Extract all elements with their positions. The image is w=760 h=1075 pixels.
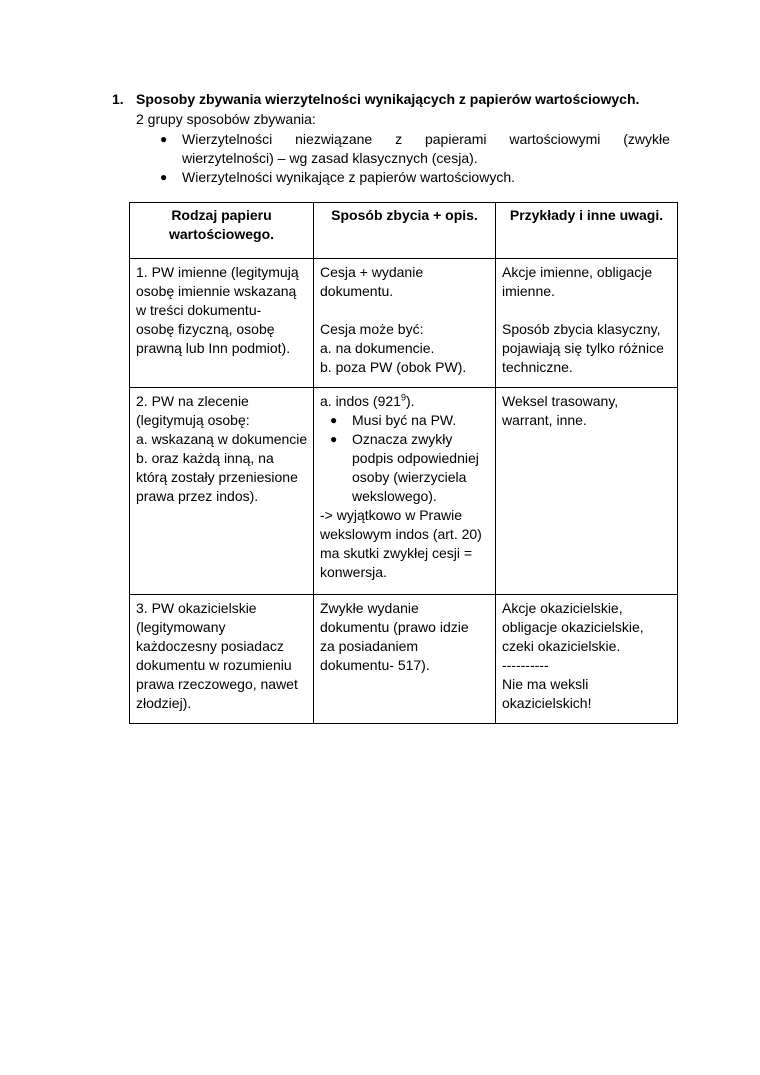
header-line: Sposób zbycia + opis. [331,207,478,223]
cell-line: Cesja + wydanie [320,264,424,280]
cell-line: okazicielskich! [502,695,592,711]
cell-line: 3. PW okazicielskie [136,600,257,616]
table-cell [130,259,314,388]
cell-line: prawną lub Inn podmiot). [136,340,291,356]
table-cell [496,595,678,724]
spacer [320,301,489,320]
table-row [130,388,678,595]
cell-line: wekslowego). [352,488,437,504]
cell-line: Weksel trasowany, [502,393,619,409]
cell-line: ma skutki zwykłej cesji = [320,545,473,561]
cell-line: warrant, inne. [502,412,587,428]
cell-line: pojawiają się tylko różnice [502,340,664,356]
table-cell [496,388,678,595]
header-line: Rodzaj papieru [171,207,272,223]
cell-line: prawa rzeczowego, nawet [136,676,298,692]
cell-line [320,392,489,411]
cell-line: czeki okazicielskie. [502,638,621,654]
inner-bullet-item [320,411,489,430]
cell-line: -> wyjątkowo w Prawie [320,507,462,523]
word: wartościowymi [509,131,601,147]
bullet-line: Wierzytelności wynikające z papierów wartościowych. [182,169,516,185]
superscript: 9 [400,392,406,403]
cell-line: ---------- [502,657,549,673]
table-row [130,259,678,388]
word: (zwykłe [623,131,670,147]
cell-line: a. wskazaną w dokumencie [136,431,308,447]
table-cell [314,259,496,388]
bullet-icon: ● [330,432,338,446]
heading-title: Sposoby zbywania wierzytelności wynikających z papierów wartościowych. [136,91,640,107]
cell-line: konwersja. [320,564,387,580]
table-cell [130,595,314,724]
bullet-line: wierzytelności) – wg zasad klasycznych (cesja). [182,150,478,166]
indos-text: a. indos (921 [320,393,401,409]
word: papierami [424,131,487,147]
cell-line: złodziej). [136,695,192,711]
bullet-icon: ● [160,170,168,184]
cell-line: 1. PW imienne (legitymują [136,264,299,280]
intro-text: 2 grupy sposobów zbywania: [136,111,316,127]
cell-line: Akcje okazicielskie, [502,600,623,616]
word: niezwiązane [295,131,373,147]
cell-line: osoby (wierzyciela [352,469,467,485]
cell-line: każdoczesny posiadacz [136,638,284,654]
cell-line: dokumentu. [320,283,394,299]
header-line: Przykłady i inne uwagi. [509,207,664,223]
cell-line: a. na dokumencie. [320,340,435,356]
cell-line: Zwykłe wydanie [320,600,419,616]
cell-line: Akcje imienne, obligacje [502,264,653,280]
cell-line: osobę imiennie wskazaną [136,283,297,299]
bullet-line [182,130,670,149]
cell-line: Sposób zbycia klasyczny, [502,321,661,337]
cell-line: dokumentu w rozumieniu [136,657,292,673]
cell-line: (legitymowany [136,619,226,635]
inner-bullet-item [320,430,489,506]
heading-number: 1. [112,91,124,107]
cell-line: osobę fizyczną, osobę [136,321,275,337]
cell-line: dokumentu (prawo idzie [320,619,469,635]
bullet-item [158,168,670,187]
table-cell [496,259,678,388]
cell-line: Musi być na PW. [352,412,457,428]
bullet-list [158,130,670,187]
cell-line: dokumentu- 517). [320,657,430,673]
header-cell [130,203,314,259]
cell-line: wekslowym indos (art. 20) [320,526,482,542]
bullet-item [158,130,670,168]
table-header-row [130,203,678,259]
inner-bullet-list [320,411,489,506]
word: Wierzytelności [182,131,273,147]
bullet-icon: ● [160,132,168,146]
cell-line: w treści dokumentu- [136,302,262,318]
cell-line: którą zostały przeniesione [136,469,298,485]
cell-line: b. poza PW (obok PW). [320,359,467,375]
indos-text-end: ). [405,393,415,409]
header-cell [496,203,678,259]
cell-line: obligacje okazicielskie, [502,619,644,635]
cell-line: 2. PW na zlecenie [136,393,249,409]
securities-table [129,202,678,724]
table-cell [314,388,496,595]
table-row [130,595,678,724]
cell-line: Oznacza zwykły [352,431,453,447]
header-cell [314,203,496,259]
spacer [502,301,671,320]
cell-line: prawa przez indos). [136,488,259,504]
cell-line: techniczne. [502,359,573,375]
section-heading [112,90,712,109]
cell-line: Nie ma weksli [502,676,589,692]
cell-line: Cesja może być: [320,321,424,337]
bullet-icon: ● [330,413,338,427]
cell-line: za posiadaniem [320,638,419,654]
word: z [395,131,403,147]
cell-line: b. oraz każdą inną, na [136,450,274,466]
table-cell [130,388,314,595]
cell-line: podpis odpowiedniej [352,450,479,466]
cell-line: imienne. [502,283,555,299]
header-line: wartościowego. [168,226,275,242]
table-cell [314,595,496,724]
cell-line: (legitymują osobę: [136,412,250,428]
